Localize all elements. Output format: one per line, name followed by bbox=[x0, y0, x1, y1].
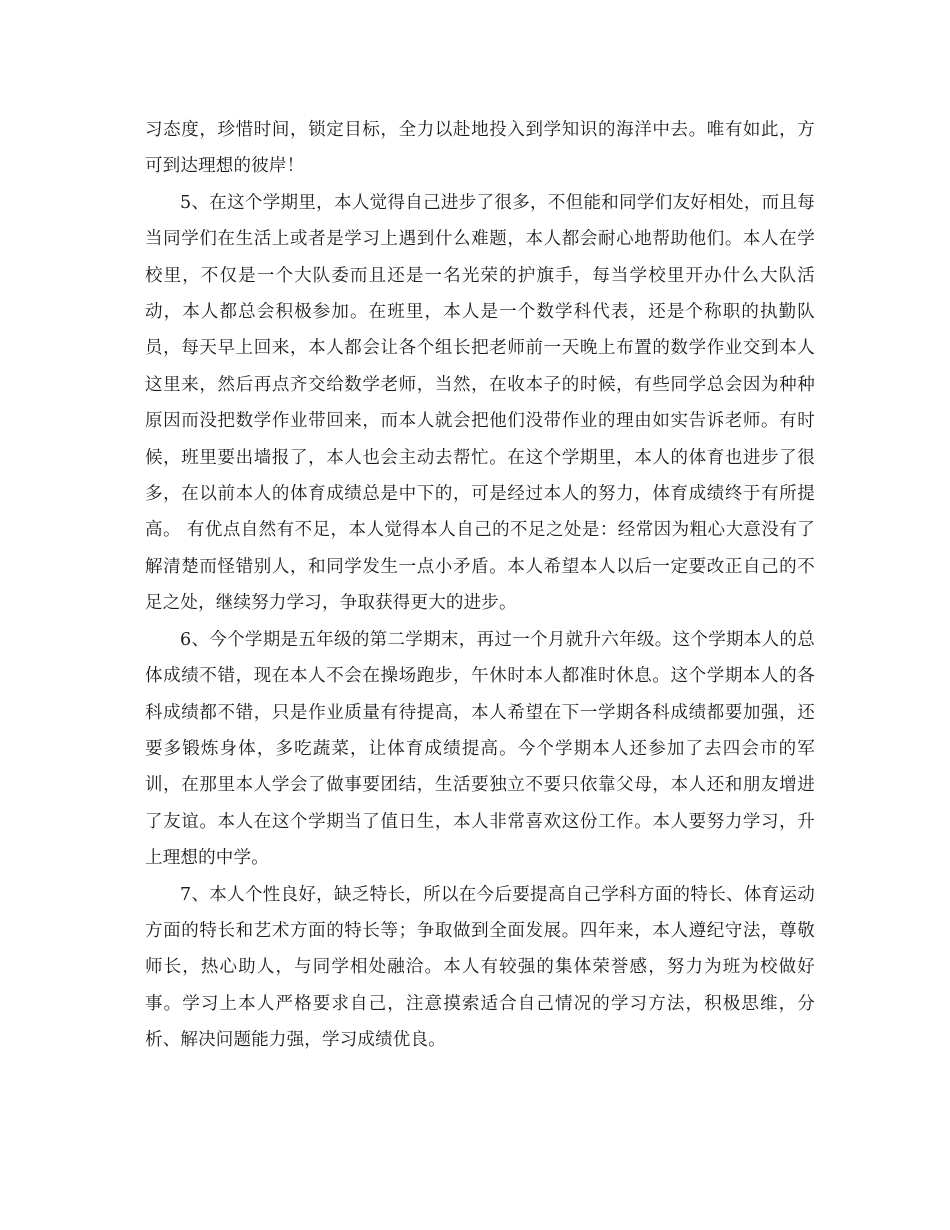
paragraph-continued: 习态度，珍惜时间，锁定目标，全力以赴地投入到学知识的海洋中去。唯有如此，方可到达理想的彼岸！ bbox=[145, 120, 815, 177]
paragraph-5: 5、在这个学期里，本人觉得自己进步了很多，不但能和同学们友好相处，而且每当同学们在生活上或者是学习上遇到什么难题，本人都会耐心地帮助他们。本人在学校里，不仅是一个大队委而且还是一名光荣的护旗手，每当学校里开办什么大队活动，本人都总会积极参加。在班里，本人是一个数学科代表，还是个称职的执勤队员，每天早上回来，本人都会让各个组长把老师前一天晚上布置的数学作业交到本人这里来，然后再点齐交给数学老师，当然，在收本子的时候，有些同学总会因为种种原因而没把数学作业带回来，而本人就会把他们没带作业的理由如实告诉老师。有时候，班里要出墙报了，本人也会主动去帮忙。在这个学期里，本人的体育也进步了很多，在以前本人的体育成绩总是中下的，可是经过本人的努力，体育成绩终于有所提高。 有优点自然有不足，本人觉得本人自己的不足之处是：经常因为粗心大意没有了解清楚而怪错别人，和同学发生一点小矛盾。本人希望本人以后一定要改正自己的不足之处，继续努力学习，争取获得更大的进步。 bbox=[145, 192, 815, 614]
paragraph-7: 7、本人个性良好，缺乏特长，所以在今后要提高自己学科方面的特长、体育运动方面的特长和艺术方面的特长等；争取做到全面发展。四年来，本人遵纪守法，尊敬师长，热心助人，与同学相处融洽。本人有较强的集体荣誉感，努力为班为校做好事。学习上本人严格要求自己，注意摸索适合自己情况的学习方法，积极思维，分析、解决问题能力强，学习成绩优良。 bbox=[145, 884, 815, 1051]
document-body bbox=[145, 112, 815, 1059]
paragraph-6: 6、今个学期是五年级的第二学期末，再过一个月就升六年级。这个学期本人的总体成绩不错，现在本人不会在操场跑步，午休时本人都准时休息。这个学期本人的各科成绩都不错，只是作业质量有待提高，本人希望在下一学期各科成绩都要加强，还要多锻炼身体，多吃蔬菜，让体育成绩提高。今个学期本人还参加了去四会市的军训，在那里本人学会了做事要团结，生活要独立不要只依靠父母，本人还和朋友增进了友谊。本人在这个学期当了值日生，本人非常喜欢这份工作。本人要努力学习，升上理想的中学。 bbox=[145, 629, 815, 869]
